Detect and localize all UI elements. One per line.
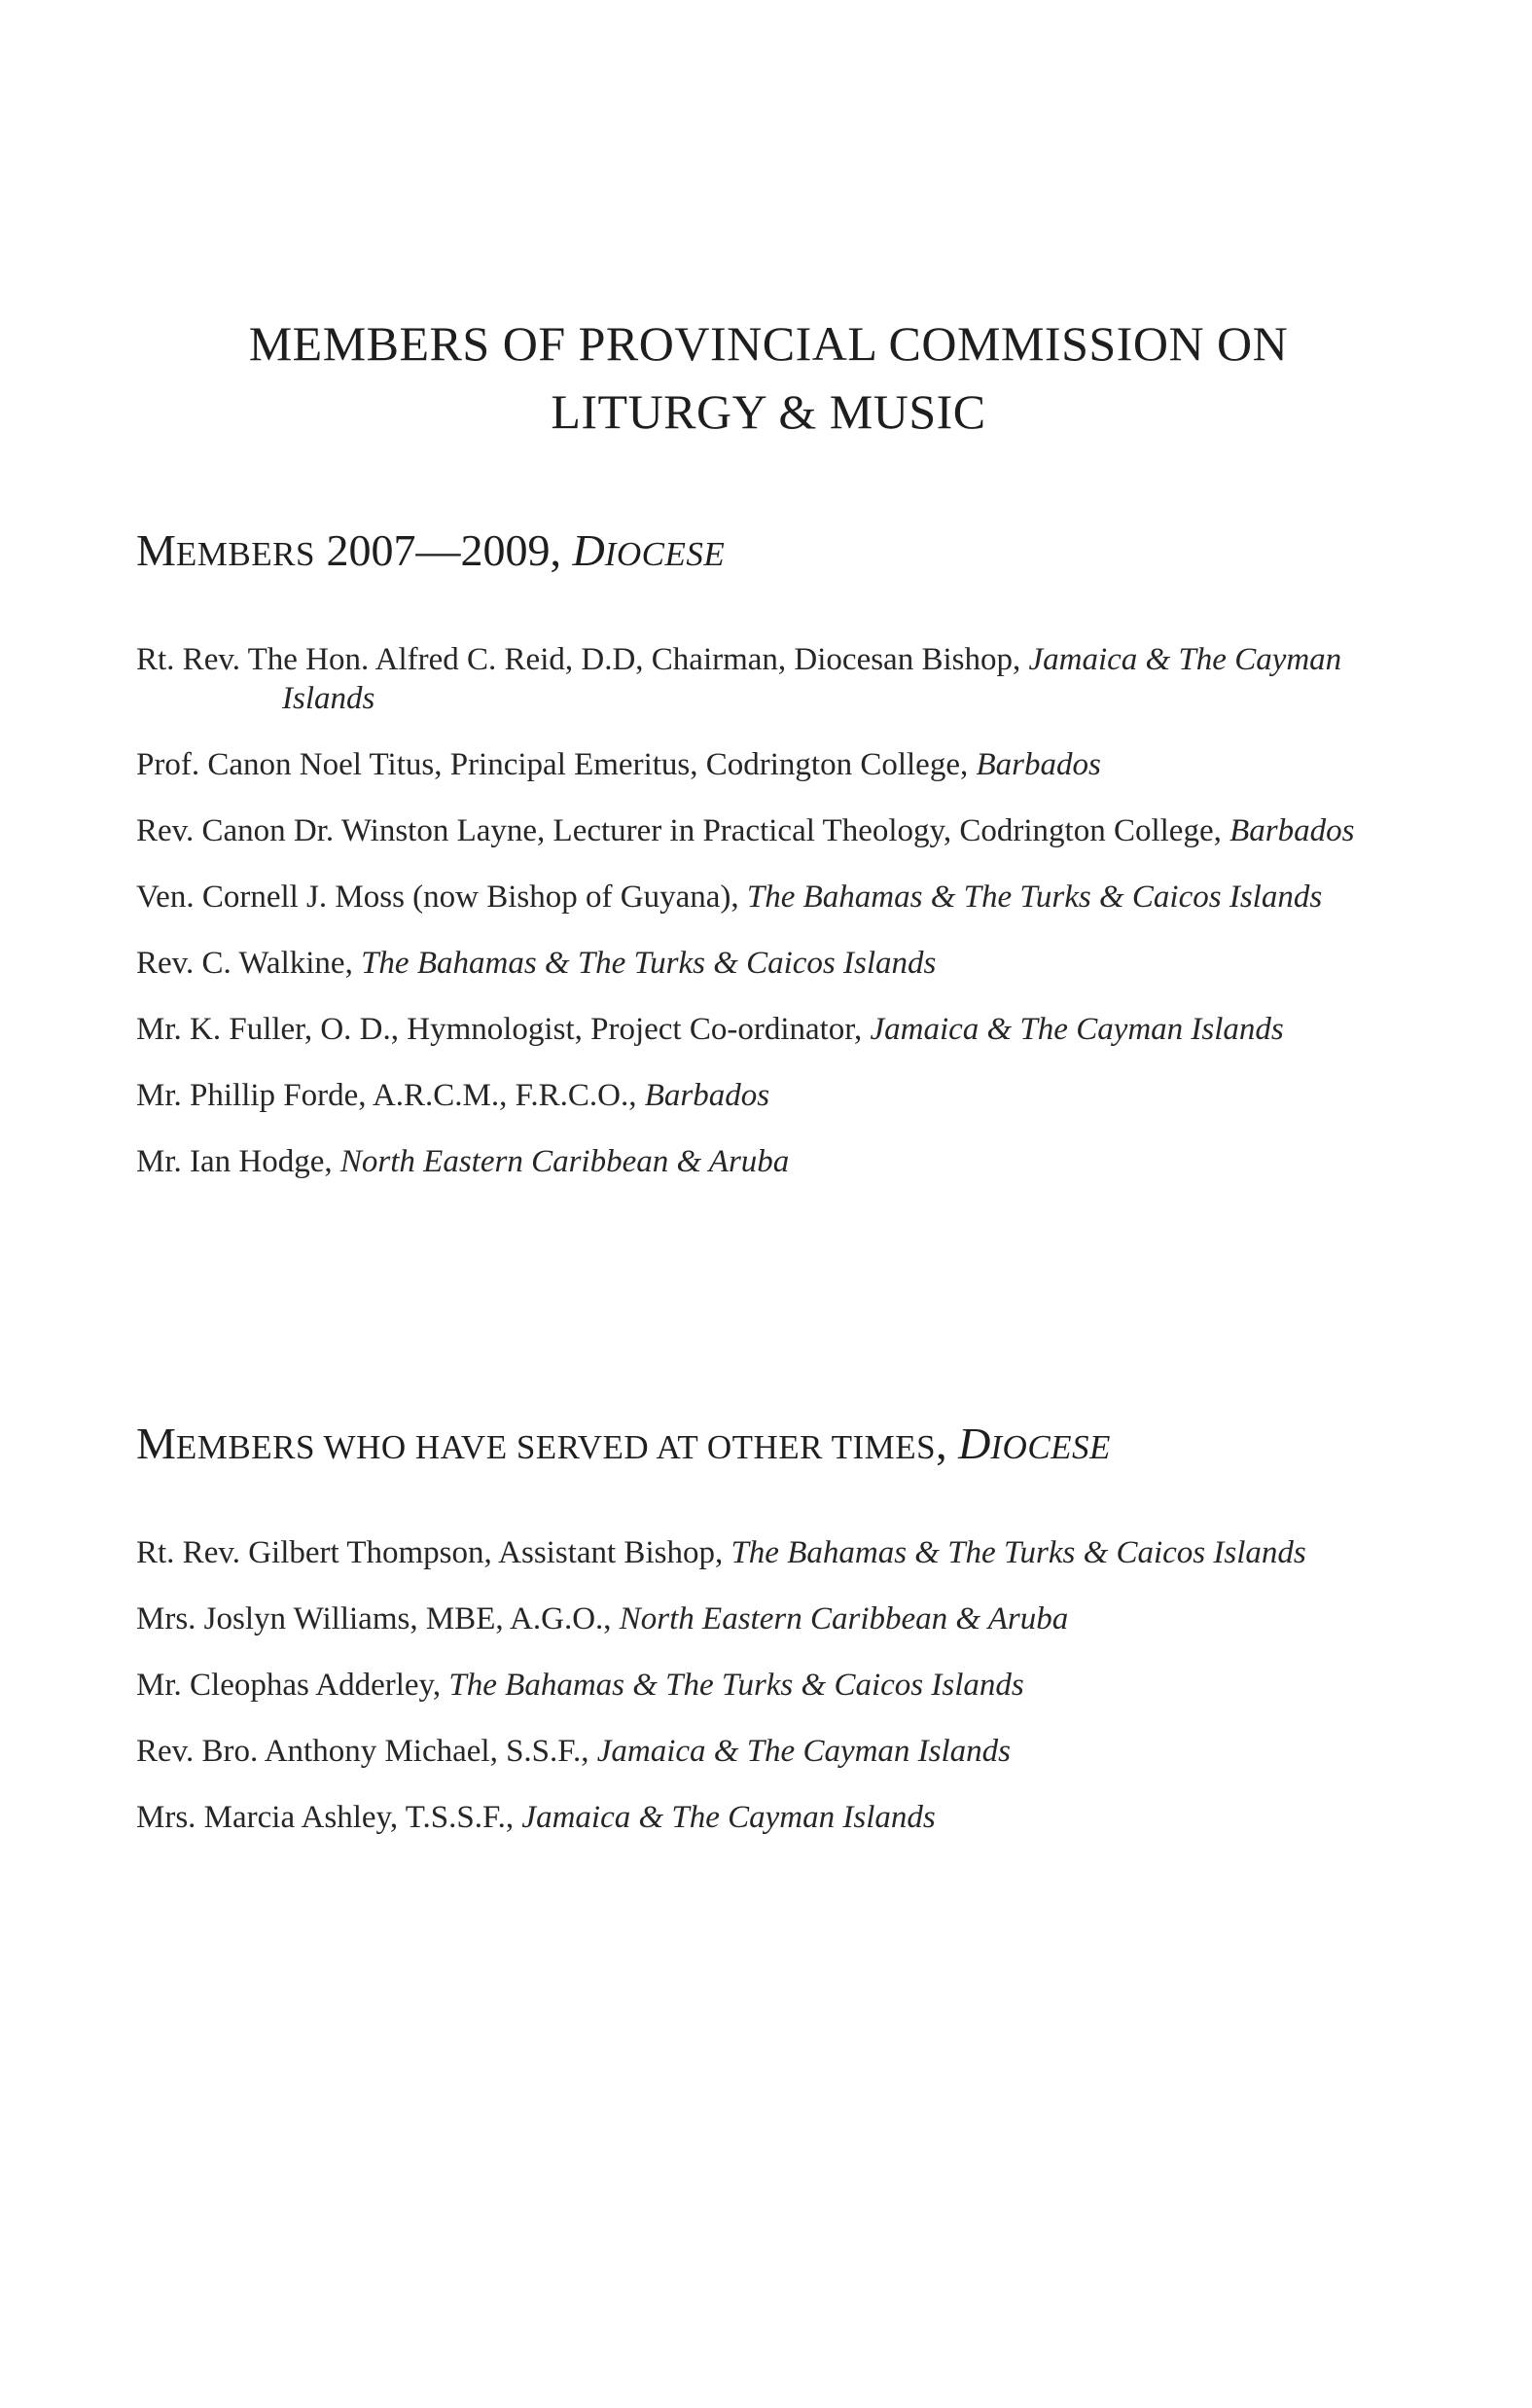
list-item: Mr. Ian Hodge, North Eastern Caribbean & Aruba — [136, 1144, 790, 1179]
list-item: Mr. Phillip Forde, A.R.C.M., F.R.C.O., Barbados — [136, 1078, 770, 1113]
members-2007-2009-list — [136, 640, 1440, 1208]
page-title-line-1: MEMBERS OF PROVINCIAL COMMISSION ON — [248, 316, 1289, 371]
list-item: Rev. Bro. Anthony Michael, S.S.F., Jamaica & The Cayman Islands — [136, 1734, 1012, 1769]
section-heading-other-members: MEMBERS WHO HAVE SERVED AT OTHER TIMES, DIOCESE — [136, 1419, 1111, 1468]
list-item: Mr. K. Fuller, O. D., Hymnologist, Project Co-ordinator, Jamaica & The Cayman Islands — [136, 1012, 1284, 1047]
list-item: Ven. Cornell J. Moss (now Bishop of Guyana), The Bahamas & The Turks & Caicos Islands — [136, 880, 1323, 915]
page-title — [126, 309, 1410, 446]
section-heading-members-2007-2009: MEMBERS 2007—2009, DIOCESE — [136, 525, 726, 575]
list-item: Rev. Canon Dr. Winston Layne, Lecturer in Practical Theology, Codrington College, Barbados — [136, 813, 1355, 848]
list-item: Prof. Canon Noel Titus, Principal Emeritus, Codrington College, Barbados — [136, 747, 1101, 782]
other-members-list — [136, 1533, 1440, 1864]
list-item: Mrs. Joslyn Williams, MBE, A.G.O., North Eastern Caribbean & Aruba — [136, 1601, 1069, 1636]
list-item: Mrs. Marcia Ashley, T.S.S.F., Jamaica & The Cayman Islands — [136, 1800, 936, 1835]
list-item: Rev. C. Walkine, The Bahamas & The Turks & Caicos Islands — [136, 946, 937, 981]
list-item: Mr. Cleophas Adderley, The Bahamas & The Turks & Caicos Islands — [136, 1668, 1024, 1703]
list-item: Rt. Rev. Gilbert Thompson, Assistant Bishop, The Bahamas & The Turks & Caicos Islands — [136, 1535, 1306, 1570]
page-title-line-2: LITURGY & MUSIC — [551, 384, 986, 439]
list-item: Rt. Rev. The Hon. Alfred C. Reid, D.D, Chairman, Diocesan Bishop, Jamaica & The Cayman Islands — [136, 642, 1342, 716]
